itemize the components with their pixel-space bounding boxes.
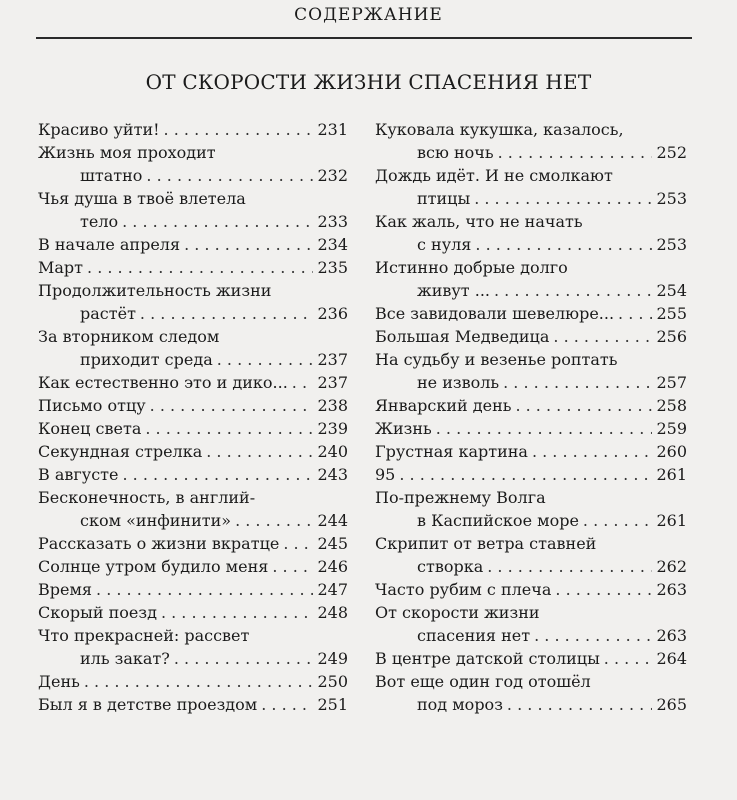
leader-dots <box>292 371 314 394</box>
toc-page-number: 251 <box>317 695 348 714</box>
toc-entry-title: Конец света <box>38 419 142 438</box>
toc-entry <box>38 279 348 325</box>
leader-dots <box>487 555 652 578</box>
toc-page-number: 254 <box>656 281 687 300</box>
toc-page-number: 258 <box>656 396 687 415</box>
toc-entry-title: Солнце утром будило меня <box>38 557 269 576</box>
toc-entry-line <box>38 601 348 624</box>
leader-dots <box>436 417 653 440</box>
section-title: ОТ СКОРОСТИ ЖИЗНИ СПАСЕНИЯ НЕТ <box>145 70 592 94</box>
toc-entry-title: Чья душа в твоё влетела <box>38 189 246 208</box>
leader-dots <box>532 440 653 463</box>
leader-dots <box>475 233 652 256</box>
toc-page-number: 255 <box>656 304 687 323</box>
toc-entry-title: 95 <box>375 465 396 484</box>
toc-entry <box>375 532 687 578</box>
toc-page-number: 236 <box>317 304 348 323</box>
toc-entry-line <box>375 233 687 256</box>
toc-entry-line <box>375 371 687 394</box>
toc-entry-title: Март <box>38 258 84 277</box>
toc-page-number: 265 <box>656 695 687 714</box>
toc-entry-line <box>375 302 687 325</box>
leader-dots <box>122 210 313 233</box>
toc-entry-line <box>38 325 348 348</box>
leader-dots <box>161 601 314 624</box>
toc-entry-title: Секундная стрелка <box>38 442 203 461</box>
toc-entry-title: Скорый поезд <box>38 603 157 622</box>
leader-dots <box>553 325 652 348</box>
toc-entry-title: Что прекрасней: рассвет <box>38 626 250 645</box>
toc-entry <box>38 187 348 233</box>
toc-entry-line <box>375 532 687 555</box>
leader-dots <box>217 348 314 371</box>
toc-entry <box>375 647 687 670</box>
toc-entry-title: За вторником следом <box>38 327 220 346</box>
leader-dots <box>399 463 652 486</box>
toc-entry-line <box>375 647 687 670</box>
leader-dots <box>150 394 314 417</box>
toc-entry-title: По-прежнему Волга <box>375 488 546 507</box>
toc-entry-line <box>38 578 348 601</box>
toc-entry-title: Бесконечность, в англий- <box>38 488 256 507</box>
toc-entry <box>375 302 687 325</box>
toc-entry-line <box>38 141 348 164</box>
toc-entry-line <box>38 670 348 693</box>
toc-entry-title: иль закат? <box>80 649 170 668</box>
toc-entry-line <box>375 210 687 233</box>
toc-page-number: 232 <box>317 166 348 185</box>
toc-page-number: 231 <box>317 120 348 139</box>
leader-dots <box>534 624 652 647</box>
toc-page-number: 246 <box>317 557 348 576</box>
toc-entry-title: под мороз <box>417 695 503 714</box>
toc-entry-line <box>38 233 348 256</box>
toc-entry <box>38 693 348 716</box>
toc-entry-line <box>38 693 348 716</box>
toc-page-number: 247 <box>317 580 348 599</box>
toc-entry-line <box>38 555 348 578</box>
toc-page-number: 262 <box>656 557 687 576</box>
leader-dots <box>174 647 314 670</box>
toc-entry-line <box>38 118 348 141</box>
toc-entry-line <box>38 371 348 394</box>
toc-entry-title: Продолжительность жизни <box>38 281 272 300</box>
leader-dots <box>145 417 313 440</box>
toc-page-number: 234 <box>317 235 348 254</box>
toc-entry-title: Истинно добрые долго <box>375 258 568 277</box>
toc-page-number: 256 <box>656 327 687 346</box>
toc-entry-line <box>375 693 687 716</box>
toc-entry <box>38 601 348 624</box>
toc-entry-title: Вот еще один год отошёл <box>375 672 591 691</box>
leader-dots <box>261 693 313 716</box>
running-header <box>0 0 737 36</box>
toc-entry-title: От скорости жизни <box>375 603 540 622</box>
leader-dots <box>604 647 653 670</box>
toc-page-number: 237 <box>317 373 348 392</box>
toc-entry-title: штатно <box>80 166 143 185</box>
toc-entry-title: Дождь идёт. И не смолкают <box>375 166 613 185</box>
toc-entry-line <box>38 509 348 532</box>
toc-entry <box>38 555 348 578</box>
toc-page-number: 264 <box>656 649 687 668</box>
toc-page-number: 240 <box>317 442 348 461</box>
toc-page-number: 239 <box>317 419 348 438</box>
toc-entry-title: Время <box>38 580 93 599</box>
toc-entry <box>38 233 348 256</box>
leader-dots <box>146 164 313 187</box>
toc-column-right <box>375 118 687 716</box>
toc-page-number: 260 <box>656 442 687 461</box>
toc-entry-title: тело <box>80 212 119 231</box>
leader-dots <box>235 509 313 532</box>
leader-dots <box>164 118 314 141</box>
leader-dots <box>583 509 653 532</box>
toc-page-number: 244 <box>317 511 348 530</box>
leader-dots <box>87 256 313 279</box>
leader-dots <box>474 187 652 210</box>
toc-entry-line <box>375 555 687 578</box>
toc-entry-title: створка <box>417 557 484 576</box>
toc-entry <box>38 578 348 601</box>
leader-dots <box>140 302 314 325</box>
leader-dots <box>184 233 313 256</box>
toc-entry <box>38 256 348 279</box>
toc-entry-line <box>375 463 687 486</box>
toc-entry-title: Все завидовали шевелюре... <box>375 304 615 323</box>
toc-entry-title: Был я в детстве проездом <box>38 695 258 714</box>
toc-entry <box>375 210 687 256</box>
toc-entry <box>375 394 687 417</box>
toc-entry-title: День <box>38 672 80 691</box>
toc-entry-title: Часто рубим с плеча <box>375 580 552 599</box>
toc-entry-title: Письмо отцу <box>38 396 146 415</box>
toc-entry-line <box>38 417 348 440</box>
toc-page-number: 238 <box>317 396 348 415</box>
leader-dots <box>555 578 652 601</box>
toc-entry <box>375 256 687 302</box>
leader-dots <box>272 555 313 578</box>
toc-entry <box>38 325 348 371</box>
toc-page-number: 248 <box>317 603 348 622</box>
toc-entry <box>375 164 687 210</box>
toc-entry <box>375 440 687 463</box>
toc-entry-line <box>38 302 348 325</box>
toc-entry <box>375 601 687 647</box>
toc-entry-line <box>375 164 687 187</box>
toc-entry-title: Как естественно это и дико... <box>38 373 288 392</box>
toc-page-number: 237 <box>317 350 348 369</box>
toc-entry <box>38 532 348 555</box>
leader-dots <box>494 279 652 302</box>
toc-entry-title: птицы <box>417 189 471 208</box>
toc-entry-title: Грустная картина <box>375 442 528 461</box>
leader-dots <box>122 463 313 486</box>
toc-entry <box>38 486 348 532</box>
toc-entry-line <box>375 325 687 348</box>
running-header-title: СОДЕРЖАНИЕ <box>294 5 443 25</box>
toc-entry-line <box>38 463 348 486</box>
toc-page-number: 243 <box>317 465 348 484</box>
leader-dots <box>96 578 313 601</box>
toc-entry-title: не изволь <box>417 373 500 392</box>
toc-entry <box>375 486 687 532</box>
toc-entry-title: всю ночь <box>417 143 494 162</box>
toc-entry-title: Красиво уйти! <box>38 120 160 139</box>
toc-entry-line <box>38 210 348 233</box>
toc-page-number: 253 <box>656 235 687 254</box>
toc-entry <box>375 325 687 348</box>
toc-entry <box>38 118 348 141</box>
toc-entry-title: приходит среда <box>80 350 213 369</box>
toc-entry-title: спасения нет <box>417 626 531 645</box>
toc-entry-line <box>38 440 348 463</box>
toc-entry-line <box>375 624 687 647</box>
toc-entry-line <box>38 624 348 647</box>
toc-entry-line <box>375 509 687 532</box>
toc-entry <box>38 394 348 417</box>
toc-entry-line <box>38 647 348 670</box>
toc-entry-line <box>375 417 687 440</box>
toc-entry-title: В центре датской столицы <box>375 649 600 668</box>
toc-entry-title: Куковала кукушка, казалось, <box>375 120 624 139</box>
toc-entry-title: Рассказать о жизни вкратце <box>38 534 280 553</box>
leader-dots <box>515 394 652 417</box>
leader-dots <box>84 670 314 693</box>
toc-entry-title: Как жаль, что не начать <box>375 212 583 231</box>
toc-entry-line <box>375 279 687 302</box>
toc-entry-line <box>375 187 687 210</box>
leader-dots <box>507 693 653 716</box>
toc-entry-line <box>38 187 348 210</box>
toc-entry-line <box>375 670 687 693</box>
toc-page-number: 263 <box>656 580 687 599</box>
toc-entry <box>375 417 687 440</box>
toc-page-number: 249 <box>317 649 348 668</box>
toc-entry-title: Жизнь <box>375 419 432 438</box>
leader-dots <box>503 371 652 394</box>
toc-entry-title: растёт <box>80 304 136 323</box>
toc-entry-title: Жизнь моя проходит <box>38 143 216 162</box>
toc-entry-title: В августе <box>38 465 119 484</box>
toc-page-number: 233 <box>317 212 348 231</box>
toc-entry-line <box>375 118 687 141</box>
leader-dots <box>206 440 313 463</box>
toc-entry-line <box>375 141 687 164</box>
toc-page-number: 245 <box>317 534 348 553</box>
toc-entry-title: ском «инфинити» <box>80 511 232 530</box>
toc-entry-line <box>38 256 348 279</box>
header-rule <box>36 37 692 39</box>
toc-entry-line <box>38 532 348 555</box>
toc-page-number: 263 <box>656 626 687 645</box>
toc-entry-line <box>375 440 687 463</box>
toc-page-number: 261 <box>656 465 687 484</box>
toc-page-number: 252 <box>656 143 687 162</box>
toc-entry <box>38 141 348 187</box>
toc-page-number: 235 <box>317 258 348 277</box>
toc-entry-line <box>38 164 348 187</box>
toc-entry <box>38 670 348 693</box>
leader-dots <box>498 141 653 164</box>
toc-entry-title: На судьбу и везенье роптать <box>375 350 618 369</box>
toc-entry-line <box>375 578 687 601</box>
toc-entry-title: с нуля <box>417 235 472 254</box>
toc-page-number: 253 <box>656 189 687 208</box>
toc-entry-title: Большая Медведица <box>375 327 550 346</box>
toc-entry <box>375 578 687 601</box>
toc-entry-line <box>38 486 348 509</box>
toc-entry-line <box>38 279 348 302</box>
toc-entry-title: В начале апреля <box>38 235 181 254</box>
toc-column-left <box>38 118 348 716</box>
toc-entry-title: в Каспийское море <box>417 511 579 530</box>
toc-entry <box>38 463 348 486</box>
toc-entry-title: живут ... <box>417 281 490 300</box>
toc-page-number: 261 <box>656 511 687 530</box>
toc-entry-line <box>375 394 687 417</box>
toc-entry-line <box>38 394 348 417</box>
toc-entry <box>38 417 348 440</box>
toc-entry <box>375 670 687 716</box>
toc-page-number: 257 <box>656 373 687 392</box>
leader-dots <box>618 302 652 325</box>
toc-entry-line <box>375 256 687 279</box>
toc-entry-title: Скрипит от ветра ставней <box>375 534 597 553</box>
toc-entry-line <box>375 486 687 509</box>
toc-page-number: 250 <box>317 672 348 691</box>
toc-entry-line <box>375 348 687 371</box>
toc-entry <box>375 348 687 394</box>
toc-entry <box>38 371 348 394</box>
toc-entry <box>38 440 348 463</box>
toc-entry <box>375 463 687 486</box>
toc-page-number: 259 <box>656 419 687 438</box>
leader-dots <box>283 532 313 555</box>
toc-entry-line <box>375 601 687 624</box>
toc-entry <box>375 118 687 164</box>
toc-entry-title: Январский день <box>375 396 512 415</box>
toc-entry <box>38 624 348 670</box>
toc-entry-line <box>38 348 348 371</box>
